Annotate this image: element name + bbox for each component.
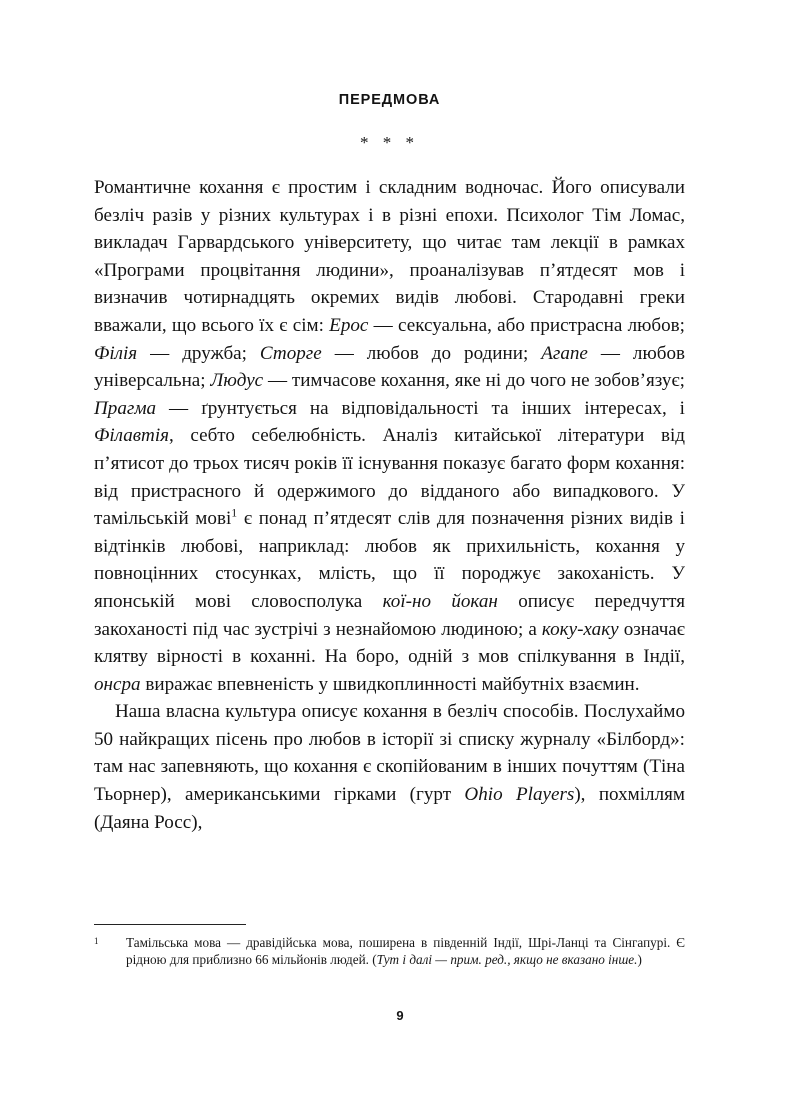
text-run: Тамільська мова — дравідійська мова, поширена в південній Індії, Шрі-Ланці та Сінгапурі. Є рідною для приблизно 66 мільйонів людей. ( bbox=[126, 935, 685, 968]
text-run: Романтичне кохання є простим і складним водночас. Його описували безліч разів у різних культурах і в різні епохи. Психолог Тім Ломас, викладач Гарвардського університету, що читає там лекції в рамках «Програми процвітання людини», проаналізував п’ятдесят мов і визначив чотирнадцять окремих видів любові. Стародавні греки вважали, що всього їх є сім: bbox=[94, 177, 685, 336]
text-run: є понад п’ятдесят слів для позначення різних видів і відтінків любові, наприклад: любов як прихильність, кохання у повноцінних стосунках, млість, що її породжує закоханість. У японській мові словосполука bbox=[94, 508, 685, 612]
emphasis-term: кої-но йокан bbox=[382, 590, 498, 612]
text-run: — ґрунтується на відповідальності та інших інтересах, і bbox=[156, 397, 685, 419]
emphasis-term: онсра bbox=[94, 673, 141, 695]
emphasis-term: Прагма bbox=[94, 397, 157, 419]
footnote-entry bbox=[94, 934, 685, 969]
text-run: ) bbox=[637, 952, 642, 968]
text-run: — любов універсальна; bbox=[94, 342, 686, 392]
text-run: , себто себелюбність. Аналіз китайської літератури від п’ятисот до трьох тисяч років її існування показує багато форм кохання: від пристрасного й одержимого до відданого або випадкового. У тамільській мові bbox=[94, 425, 685, 530]
text-run: ), похміллям (Даяна Росс), bbox=[94, 784, 685, 833]
footnote-marker: 1 bbox=[94, 936, 99, 946]
section-divider-asterisks: * * * bbox=[360, 133, 419, 152]
emphasis-term: Тут і далі — прим. ред., якщо не вказано інше. bbox=[376, 952, 638, 968]
footnote-separator-rule bbox=[94, 924, 246, 925]
body-paragraph bbox=[94, 174, 685, 698]
text-run: описує передчуття закоханості під час зустрічі з незнайомою людиною; а bbox=[94, 590, 685, 640]
emphasis-term: коку-хаку bbox=[541, 618, 619, 640]
text-run: означає клятву вірності в коханні. На боро, одній з мов спілкування в Індії, bbox=[94, 618, 685, 668]
emphasis-term: Людус bbox=[210, 370, 264, 392]
emphasis-term: Ерос bbox=[329, 314, 369, 336]
footnote-area bbox=[94, 924, 685, 969]
body-text bbox=[94, 151, 685, 836]
emphasis-term: Філія bbox=[94, 342, 138, 364]
emphasis-term: Філавтія bbox=[94, 425, 170, 447]
footnote-reference: 1 bbox=[231, 505, 238, 520]
page-content bbox=[94, 0, 685, 836]
text-run: — любов до родини; bbox=[321, 342, 542, 364]
footnote-text bbox=[126, 935, 685, 967]
chapter-title: ПЕРЕДМОВА bbox=[338, 92, 441, 108]
page-number: 9 bbox=[396, 1008, 404, 1023]
text-run: — дружба; bbox=[137, 342, 260, 364]
emphasis-term: Сторге bbox=[259, 342, 322, 364]
text-run: — сексуальна, або пристрасна любов; bbox=[368, 314, 685, 336]
text-run: — тимчасове кохання, яке ні до чого не зобов’язує; bbox=[263, 370, 685, 392]
body-paragraph bbox=[94, 698, 685, 836]
text-run: Наша власна культура описує кохання в безліч способів. Послухаймо 50 найкращих пісень про любов в історії зі списку журналу «Білборд»: там нас запевняють, що кохання є скопійованим в інших почуттям (Тіна Тьорнер), американськими гірками (гурт bbox=[94, 701, 685, 806]
emphasis-term: Ohio Players bbox=[464, 784, 575, 806]
emphasis-term: Агапе bbox=[541, 342, 588, 364]
text-run: виражає впевненість у швидкоплинності майбутніх взаємин. bbox=[140, 673, 640, 695]
